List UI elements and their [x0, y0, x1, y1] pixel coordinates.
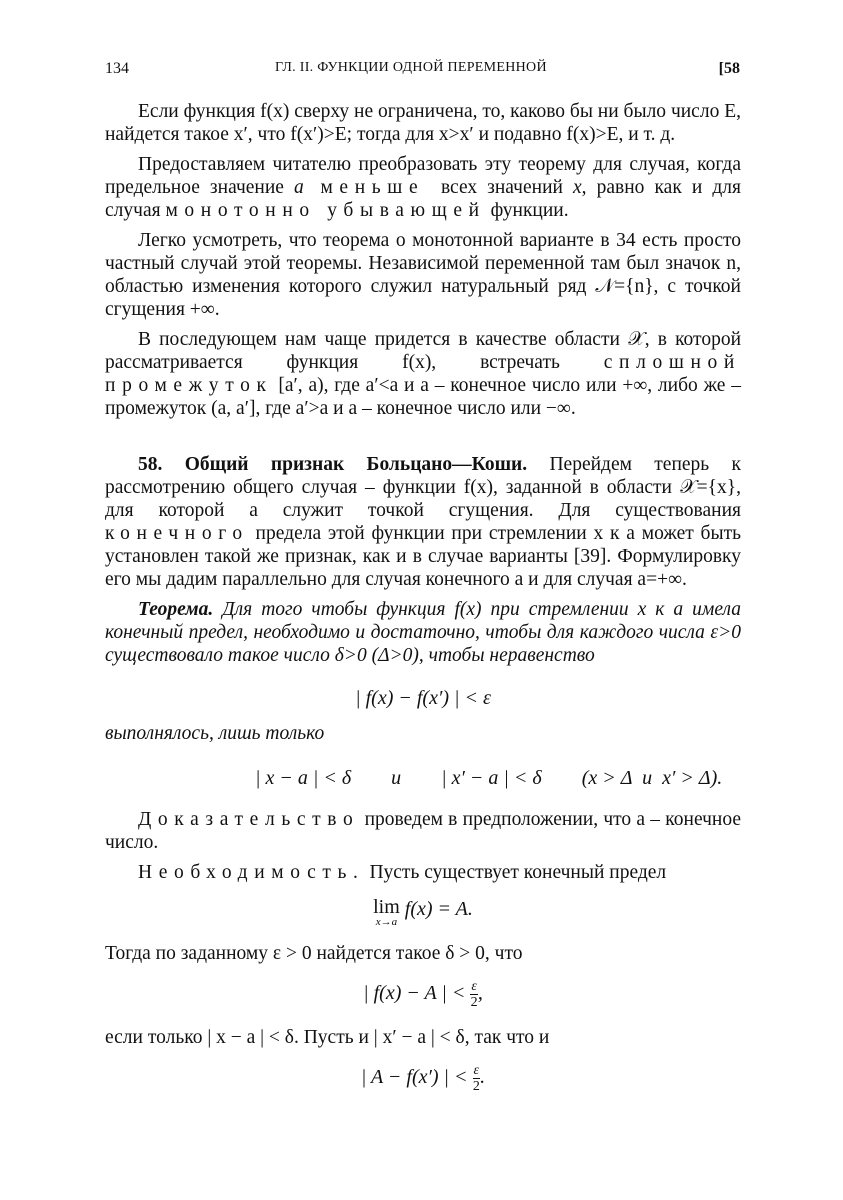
theorem-text: Для того чтобы функция f(x) при стремлении x к a имела конечный предел, необходимо и достаточно, чтобы для каждого числа ε>0 существовало такое число δ>0 (Δ>0), чтобы неравенство	[105, 599, 741, 666]
formula-body: | A − f(x′) | <	[360, 1066, 468, 1089]
formula-end: ,	[477, 982, 483, 1005]
formula-epsilon-half-1	[105, 979, 741, 1010]
variable: x	[573, 177, 582, 198]
spaced-emphasis: монотонно убывающей	[165, 200, 486, 221]
theorem-label: Теорема.	[138, 599, 214, 620]
fraction-numerator: ε	[473, 1063, 480, 1078]
proof-intro	[105, 808, 741, 854]
variable: a	[294, 177, 304, 198]
paragraph-unbounded: Если функция f(x) сверху не ограничена, то, каково бы ни было число E, найдется такое x′, что f(x′)>E; тогда для x>x′ и подавно f(x)>E, и т. д.	[105, 101, 741, 145]
formula-cauchy-inequality: | f(x) − f(x′) | < ε	[355, 687, 491, 709]
spaced-emphasis: сплошной промежуток	[105, 352, 741, 396]
section-reference: [58	[718, 60, 740, 77]
condition-left: | x − a | < δ	[255, 767, 352, 789]
text-run: предела этой функции при стремлении x к a может быть установлен такой же признак, как и в случае варианты [39]. Формулировку его мы дадим параллельно для случая конечного a и для случая a=+∞.	[105, 523, 741, 590]
section-heading: 58. Общий признак Больцано—Коши.	[138, 454, 528, 475]
fraction	[473, 1063, 481, 1094]
limit-operator	[373, 898, 400, 928]
spaced-emphasis: меньше	[303, 177, 441, 198]
then-line: Тогда по заданному ε > 0 найдется такое δ > 0, что	[105, 943, 523, 964]
condition-infinite-case: (x > Δ и x′ > Δ).	[581, 767, 723, 789]
lim-subscript: x→a	[375, 916, 398, 928]
fraction-numerator: ε	[471, 979, 477, 994]
formula-conditions	[105, 767, 741, 790]
condition-and: и	[391, 767, 402, 789]
formula-end: .	[480, 1066, 486, 1089]
text-run: Пусть существует конечный предел	[364, 862, 667, 883]
chapter-title: ГЛ. II. ФУНКЦИИ ОДНОЙ ПЕРЕМЕННОЙ	[275, 60, 547, 75]
fraction-denominator: 2	[470, 995, 478, 1010]
formula-body: | f(x) − A | <	[363, 982, 466, 1005]
paragraph-exercise	[105, 153, 741, 222]
fraction-denominator: 2	[472, 1079, 480, 1094]
spaced-emphasis: Необходимость.	[138, 862, 365, 883]
paragraph-intervals	[105, 328, 741, 420]
running-header	[100, 60, 740, 84]
necessity-intro	[105, 861, 741, 884]
fraction	[470, 979, 478, 1010]
paragraph-monotone-variant: Легко усмотреть, что теорема о монотонной варианте в 34 есть просто частный случай этой теоремы. Независимой переменной там был значок n, областью изменения которого служил натуральный ряд 𝒩={n}, с точкой сгущения +∞.	[105, 230, 741, 320]
theorem-continuation: выполнялось, лишь только	[105, 723, 325, 744]
formula-epsilon-half-2	[105, 1063, 741, 1094]
condition-right: | x′ − a | < δ	[441, 767, 542, 789]
if-line: если только | x − a | < δ. Пусть и | x′ − a | < δ, так что и	[105, 1027, 550, 1048]
limit-body: f(x) = A.	[399, 898, 473, 920]
text-run: всех значений	[440, 177, 574, 198]
text-run: Перейдем теперь к рассмотрению общего случая – функции f(x), заданной в области 𝒳={x}, для которой a служит точкой сгущения. Для существования	[105, 454, 741, 521]
section-58-intro	[105, 453, 741, 591]
formula-limit	[105, 898, 741, 928]
text-run: Предоставляем читателю преобразовать эту теорему для случая, когда предельное значение	[105, 154, 741, 198]
page-number: 134	[105, 60, 129, 77]
page-body	[105, 100, 741, 1094]
text-run: проведем в предположении, что a – конечное число.	[105, 809, 741, 853]
spaced-emphasis: конечного	[105, 523, 249, 544]
text-run: , равно как и для случая	[105, 177, 741, 221]
spaced-emphasis: Доказательство	[138, 809, 360, 830]
text-run: функции.	[485, 200, 569, 221]
theorem-statement	[105, 598, 741, 667]
text-run: В последующем нам чаще придется в качестве области 𝒳, в которой рассматривается функция f(x), встречать	[105, 329, 741, 373]
text-run: [a′, a), где a′<a и a – конечное число или +∞, либо же – промежуток (a, a′], где a′>a и a – конечное число или −∞.	[105, 375, 741, 419]
lim-symbol: lim	[373, 896, 400, 918]
